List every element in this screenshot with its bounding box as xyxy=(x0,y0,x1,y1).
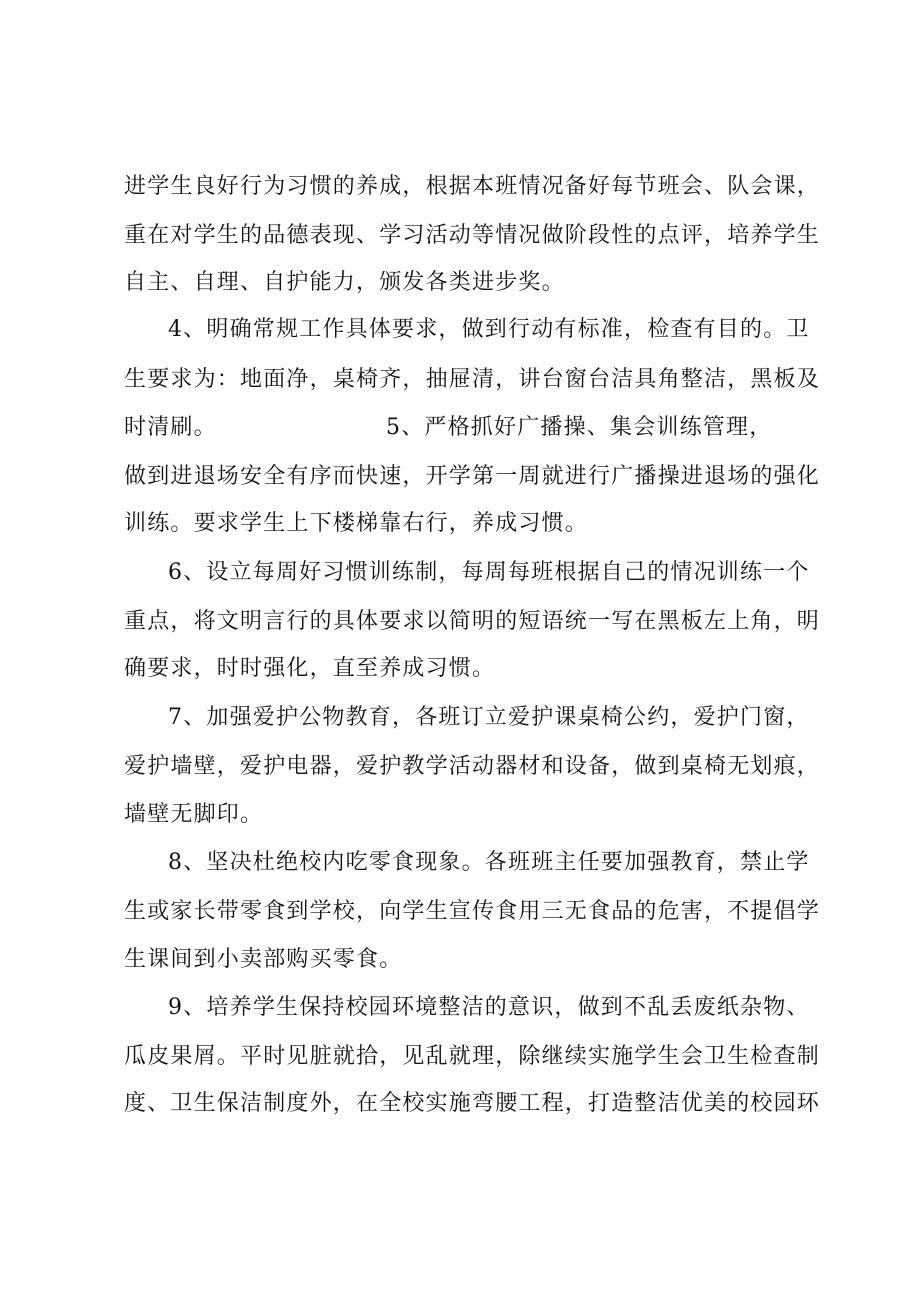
text-line: 进学生良好行为习惯的养成，根据本班情况备好每节班会、队会课， xyxy=(124,174,821,199)
text-line: 生课间到小卖部购买零食。 xyxy=(124,947,403,972)
text-line xyxy=(124,413,824,443)
paragraph-9-line: 9、培养学生保持校园环境整洁的意识，做到不乱丢废纸杂物、 xyxy=(168,995,810,1020)
text-line: 墙壁无脚印。 xyxy=(124,802,264,827)
paragraph-6-line: 6、设立每周好习惯训练制，每周每班根据自己的情况训练一个 xyxy=(168,560,810,585)
paragraph-8-line: 8、坚决杜绝校内吃零食现象。各班班主任要加强教育，禁止学 xyxy=(168,850,810,875)
text-line: 爱护墙壁，爱护电器，爱护教学活动器材和设备，做到桌椅无划痕， xyxy=(124,754,821,779)
paragraph-4-line: 4、明确常规工作具体要求，做到行动有标准，检查有目的。卫 xyxy=(168,317,810,342)
text-line: 确要求，时时强化，直至养成习惯。 xyxy=(124,656,496,681)
text-line: 训练。要求学生上下楼梯靠右行，养成习惯。 xyxy=(124,511,589,536)
text-line: 自主、自理、自护能力，颁发各类进步奖。 xyxy=(124,270,565,295)
paragraph-5-start: 5、严格抓好广播操、集会训练管理， xyxy=(386,415,773,440)
text-line: 做到进退场安全有序而快速，开学第一周就进行广播操进退场的强化 xyxy=(124,464,821,489)
text-line: 重点，将文明言行的具体要求以简明的短语统一写在黑板左上角，明 xyxy=(124,609,821,634)
text-line: 重在对学生的品德表现、学习活动等情况做阶段性的点评，培养学生 xyxy=(124,223,821,248)
text-line: 度、卫生保洁制度外，在全校实施弯腰工程，打造整洁优美的校园环 xyxy=(124,1091,821,1116)
text-line: 生或家长带零食到学校，向学生宣传食用三无食品的危害，不提倡学 xyxy=(124,899,821,924)
text-line: 瓜皮果屑。平时见脏就拾，见乱就理，除继续实施学生会卫生检查制 xyxy=(124,1044,821,1069)
text-line: 生要求为：地面净，桌椅齐，抽屉清，讲台窗台洁具角整洁，黑板及 xyxy=(124,367,821,392)
text-fragment: 时清刷。 xyxy=(124,415,217,440)
paragraph-7-line: 7、加强爱护公物教育，各班订立爱护课桌椅公约，爱护门窗， xyxy=(168,705,810,730)
